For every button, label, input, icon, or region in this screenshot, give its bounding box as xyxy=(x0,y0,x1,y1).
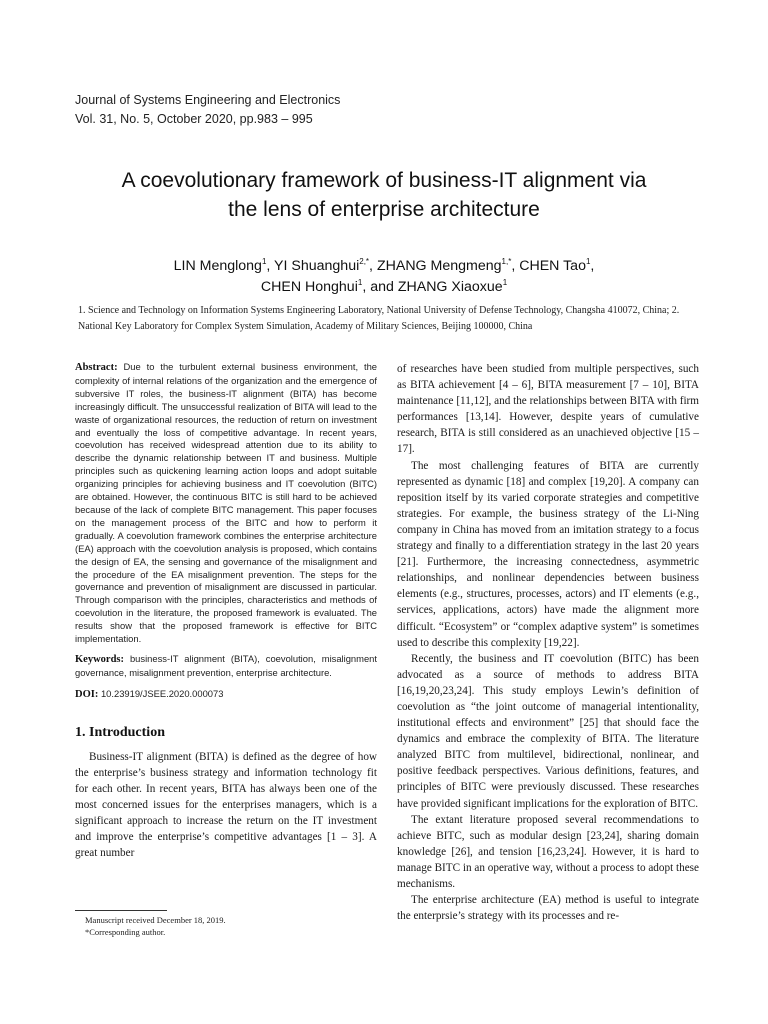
title-line-1: A coevolutionary framework of business-IT alignment via xyxy=(121,169,647,192)
author-name: CHEN Tao xyxy=(519,258,586,274)
author-affiliation-mark: 1 xyxy=(357,278,363,287)
author-affiliation-mark: 1,* xyxy=(501,257,512,266)
keywords-text: business-IT alignment (BITA), coevolution, misalignment governance, misalignment prevention, enterprise architecture. xyxy=(75,652,377,678)
keywords xyxy=(75,653,377,680)
author-separator: , xyxy=(369,258,377,274)
author-separator: , xyxy=(511,258,520,274)
journal-name: Journal of Systems Engineering and Electronics xyxy=(75,93,341,107)
body-paragraph: Recently, the business and IT coevolution (BITC) has been advocated as a source of methods to address BITA [16,19,20,23,24]. This study employs Lewin’s definition of coevolution as “the joint outcome of managerial intentionality, institutional effects and environment” [25] that should face the dynamics and embrace the complexity of BITA. The literature analyzed BITC from multilevel, bidirectional, nonlinear, and positive feedback perspectives. Various definitions, features, and principles of BITC were previously discussed. These researches have provided significant implications for the exploration of BITC. xyxy=(397,652,699,810)
author-name: LIN Menglong xyxy=(173,258,262,274)
doi-label: DOI: xyxy=(75,688,99,700)
footnote-divider xyxy=(75,910,167,911)
author-name: CHEN Honghui xyxy=(260,279,358,295)
author-name: ZHANG Mengmeng xyxy=(376,258,502,274)
author-line-2 xyxy=(40,277,728,298)
keywords-label: Keywords: xyxy=(75,653,124,665)
right-column xyxy=(397,361,699,924)
footnote-corresponding: *Corresponding author. xyxy=(85,927,166,937)
author-name: YI Shuanghui xyxy=(274,258,360,274)
journal-header xyxy=(75,91,340,129)
abstract-label: Abstract: xyxy=(75,362,118,373)
section-heading-introduction: 1. Introduction xyxy=(75,724,165,740)
body-paragraph: The extant literature proposed several recommendations to achieve BITC, such as modular design [23,24], sharing domain knowledge [26], and tension [16,23,24]. However, it is hard to manage BITC in an operative way, without a process to adopt these mechanisms. xyxy=(397,813,699,890)
footnote-received: Manuscript received December 18, 2019. xyxy=(85,915,226,925)
abstract-text: Due to the turbulent external business environment, the complexity of internal relations of the organization and the emergence of subversive IT roles, the business-IT alignment (BITA) has become increasingly difficult. The unsuccessful realization of BITA will lead to the waste of organizational resources, the reduction of return on investment and eventually the loss of competitive advantage. In recent years, coevolution has received widespread attention due to its ability to describe the dynamic relationship between IT and business. Multiple principles such as quickening learning action loops and adopt suitable organizing principles for achieving business and IT coevolution (BITC) are obtained. However, the continuous BITC is still hard to be achieved because of the lack of complete BITC management. This paper focuses on the management process of the BITC and how to perform it gradually. A coevolution framework combines the enterprise architecture (EA) approach with the coevolution analysis is proposed, which contains the design of EA, the sensing and governance of the misalignment and the procedure of the EA misalignment prevention. The steps for the governance and prevention of misalignment are discussed in particular. Through comparison with the principles, characteristics and methods of coevolution in the literature, the proposed framework is evaluated. The results show that the proposed framework is effective for BITC implementation. xyxy=(75,361,377,645)
author-list xyxy=(40,256,728,298)
title-line-2: the lens of enterprise architecture xyxy=(228,198,540,221)
abstract xyxy=(75,361,377,646)
affiliations: 1. Science and Technology on Information Systems Engineering Laboratory, National University of Defense Technology, Changsha 410072, China; 2. National Key Laboratory for Complex System Simulation, Academy of Military Sciences, Beijing 100000, China xyxy=(78,305,680,332)
doi-link[interactable]: 10.23919/JSEE.2020.000073 xyxy=(98,687,224,699)
journal-issue: Vol. 31, No. 5, October 2020, pp.983 – 995 xyxy=(75,112,313,126)
author-affiliation-mark: 1 xyxy=(585,257,591,266)
author-name: ZHANG Xiaoxue xyxy=(397,279,503,295)
author-affiliation-mark: 1 xyxy=(261,257,267,266)
intro-paragraph: Business-IT alignment (BITA) is defined as the degree of how the enterprise’s business strategy and information technology fit for each other. In recent years, BITA has always been one of the most concerned issues for the enterprises managers, which is a significant approach to increase the return on the IT investment and improve the enterprise’s competitive advantages [1 – 3]. A great number xyxy=(75,750,377,860)
body-paragraph: of researches have been studied from multiple perspectives, such as BITA achievement [4 – 6], BITA measurement [7 – 10], BITA maintenance [11,12], and the relationships between BITA with firm performances [13,14]. However, despite years of cumulative research, BITA is still considered as an unachieved objective [15 – 17]. xyxy=(397,363,699,456)
doi xyxy=(75,687,377,701)
article-title xyxy=(40,166,728,224)
author-affiliation-mark: 1 xyxy=(502,278,508,287)
author-line-1: LIN Menglong$^1$, YI Shuanghui$^{2,*}$, ZHANG Mengmeng$^{1,*}$, CHEN Tao$^1$, xyxy=(173,257,595,274)
footnotes xyxy=(85,914,375,938)
author-separator: , xyxy=(266,258,275,274)
left-column xyxy=(75,361,377,861)
author-separator: , and xyxy=(362,279,398,295)
body-paragraph: The enterprise architecture (EA) method is useful to integrate the enterprsie’s strategy with its processes and re- xyxy=(397,894,699,923)
author-affiliation-mark: 2,* xyxy=(359,257,370,266)
body-paragraph: The most challenging features of BITA are currently represented as dynamic [18] and complex [19,20]. A company can reposition itself by its varied corporate strategies and competitive strategies. For example, the business strategy of the Li-Ning company in China has moved from an imitation strategy to a focus strategy and finally to a differentiation strategy in the last 20 years [21]. Furthermore, the increasing connectedness, asymmetric relationships, and nonlinear dependencies between business elements (e.g., structures, processes, actors) and IT elements (e.g., services, applications, actors) have made the alignment more difficult. “Ecosystem” or “complex adaptive system” is sometimes used to describe this complexity [19,22]. xyxy=(397,459,699,649)
